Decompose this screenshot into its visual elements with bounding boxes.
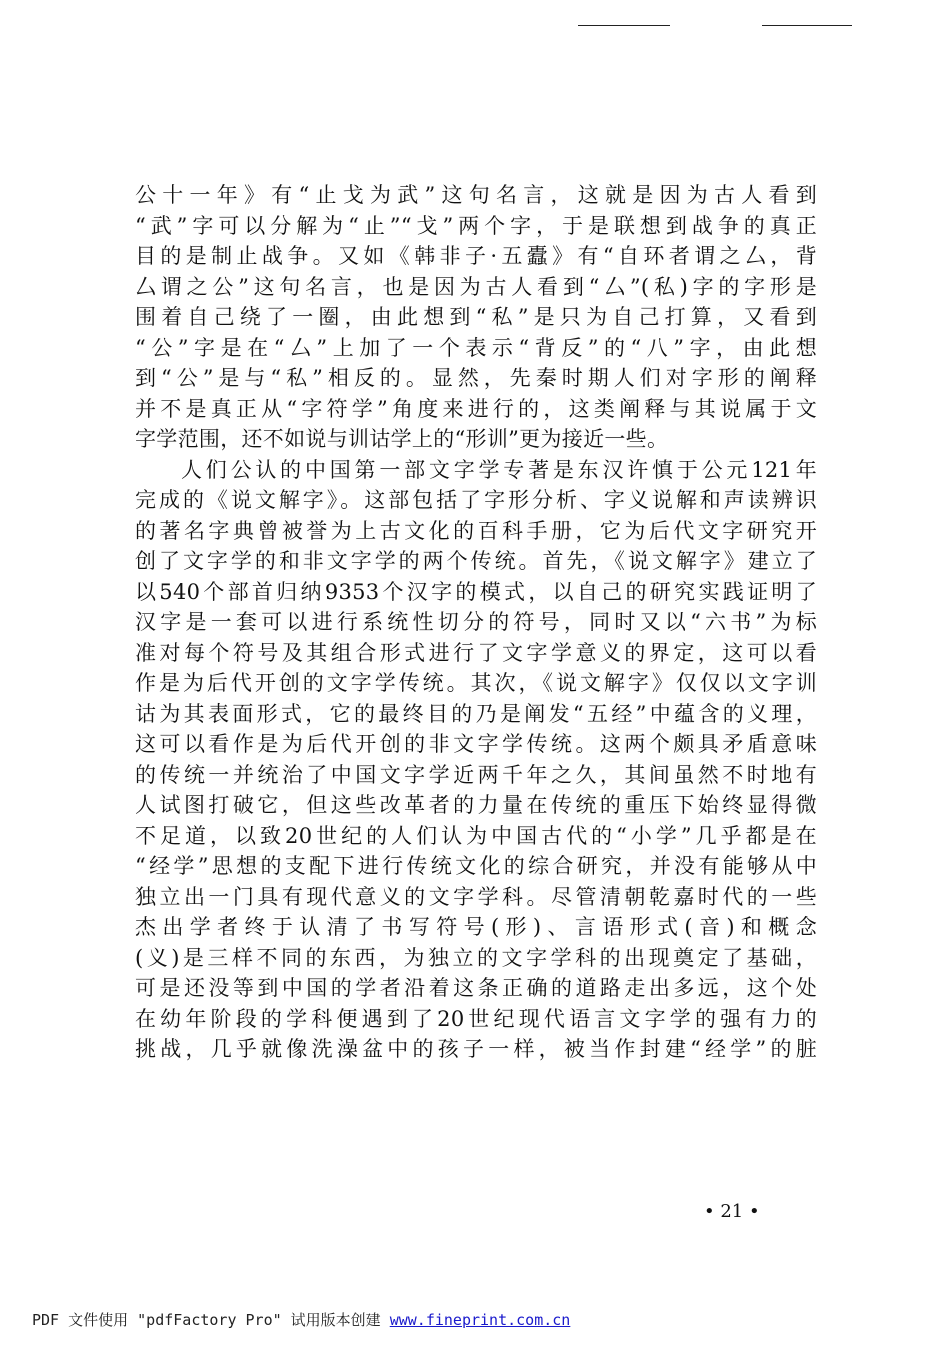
text-line: 公十一年》有“止戈为武”这句名言，这就是因为古人看到 xyxy=(135,183,817,207)
paragraph xyxy=(135,455,817,1065)
text-line: 的传统一并统治了中国文字学近两千年之久，其间虽然不时地有 xyxy=(135,762,817,787)
footer-link[interactable]: www.fineprint.com.cn xyxy=(389,1311,571,1329)
header-rule-left xyxy=(578,25,670,26)
text-line: 围着自己绕了一圈，由此想到“私”是只为自己打算，又看到 xyxy=(135,305,817,329)
text-line: 人试图打破它，但这些改革者的力量在传统的重压下始终显得微 xyxy=(135,793,817,817)
text-line: 厶谓之公”这句名言，也是因为古人看到“厶”(私)字的字形是 xyxy=(135,274,817,299)
text-line: “经学”思想的支配下进行传统文化的综合研究，并没有能够从中 xyxy=(135,854,817,878)
text-line: (义)是三样不同的东西，为独立的文字学科的出现奠定了基础， xyxy=(135,945,817,970)
text-line: 目的是制止战争。又如《韩非子·五蠹》有“自环者谓之厶，背 xyxy=(135,244,817,268)
text-line: 诂为其表面形式，它的最终目的乃是阐发“五经”中蕴含的义理， xyxy=(135,701,817,726)
page-number: • 21 • xyxy=(704,1201,760,1222)
text-line: “武”字可以分解为“止”“戈”两个字，于是联想到战争的真正 xyxy=(135,213,817,238)
text-line: 准对每个符号及其组合形式进行了文字学意义的界定，这可以看 xyxy=(135,640,817,665)
body-text xyxy=(135,180,817,1065)
paragraph xyxy=(135,180,817,455)
text-line: 汉字是一套可以进行系统性切分的符号，同时又以“六书”为标 xyxy=(135,610,817,634)
text-line: 人们公认的中国第一部文字学专著是东汉许慎于公元121年 xyxy=(181,457,817,482)
header-rule-right xyxy=(762,25,852,26)
text-line: 独立出一门具有现代意义的文字学科。尽管清朝乾嘉时代的一些 xyxy=(135,884,817,909)
text-line: “公”字是在“厶”上加了一个表示“背反”的“八”字，由此想 xyxy=(135,335,817,360)
text-line: 完成的《说文解字》。这部包括了字形分析、字义说解和声读辨识 xyxy=(135,488,817,512)
text-line: 创了文字学的和非文字学的两个传统。首先，《说文解字》建立了 xyxy=(135,549,817,573)
footer xyxy=(32,1309,570,1330)
text-line: 杰出学者终于认清了书写符号(形)、言语形式(音)和概念 xyxy=(135,915,817,939)
text-line: 到“公”是与“私”相反的。显然，先秦时期人们对字形的阐释 xyxy=(135,366,817,390)
text-line: 以540个部首归纳9353个汉字的模式，以自己的研究实践证明了 xyxy=(135,579,817,604)
text-line: 挑战，几乎就像洗澡盆中的孩子一样，被当作封建“经学”的脏 xyxy=(135,1037,817,1061)
footer-text: PDF 文件使用 "pdfFactory Pro" 试用版本创建 xyxy=(32,1311,390,1329)
text-line: 的著名字典曾被誉为上古文化的百科手册，它为后代文字研究开 xyxy=(135,518,817,543)
text-line: 字学范围，还不如说与训诂学上的“形训”更为接近一些。 xyxy=(135,427,669,451)
text-line: 这可以看作是为后代开创的非文字学传统。这两个颇具矛盾意味 xyxy=(135,732,817,756)
text-line: 并不是真正从“字符学”角度来进行的，这类阐释与其说属于文 xyxy=(135,396,817,421)
text-line: 在幼年阶段的学科便遇到了20世纪现代语言文字学的强有力的 xyxy=(135,1006,817,1031)
text-line: 作是为后代开创的文字学传统。其次，《说文解字》仅仅以文字训 xyxy=(135,671,817,695)
text-line: 可是还没等到中国的学者沿着这条正确的道路走出多远，这个处 xyxy=(135,976,817,1000)
text-line: 不足道，以致20世纪的人们认为中国古代的“小学”几乎都是在 xyxy=(135,823,817,848)
